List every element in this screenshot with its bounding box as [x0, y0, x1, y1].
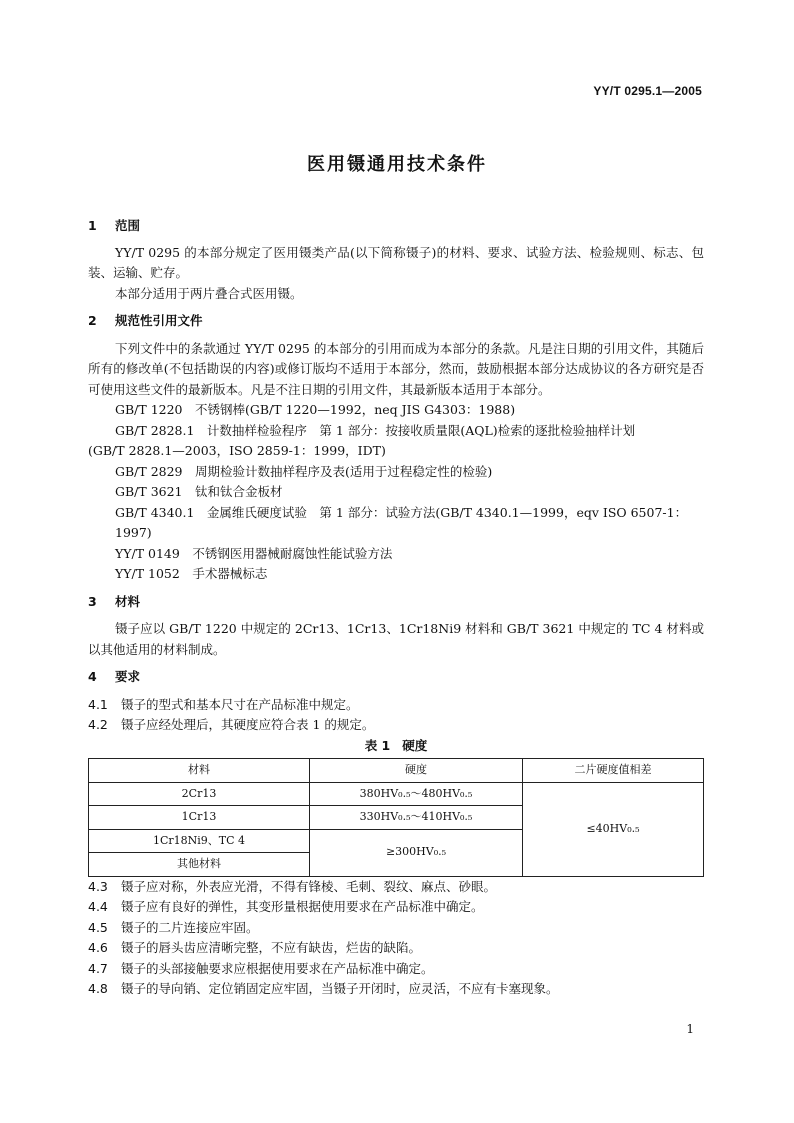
table-cell: 其他材料: [89, 853, 310, 877]
table-cell: 1Cr18Ni9、TC 4: [89, 829, 310, 853]
clause-text: 镊子应经处理后，其硬度应符合表 1 的规定。: [121, 717, 375, 732]
table-header-cell: 二片硬度值相差: [523, 759, 704, 783]
section-title: 要求: [115, 669, 141, 684]
clause-text: 镊子的唇头齿应清晰完整，不应有缺齿，烂齿的缺陷。: [121, 940, 422, 955]
table-cell: 380HV₀.₅～480HV₀.₅: [310, 782, 523, 806]
section-title: 规范性引用文件: [115, 313, 203, 328]
table-cell: 330HV₀.₅～410HV₀.₅: [310, 806, 523, 830]
requirement-item: [88, 959, 704, 980]
section-number: 2: [88, 313, 97, 328]
requirement-item: [88, 715, 704, 736]
section-number: 1: [88, 218, 97, 233]
reference-item: YY/T 0149 不锈钢医用器械耐腐蚀性能试验方法: [115, 545, 393, 561]
document-body: [88, 216, 704, 1000]
section-title: 材料: [115, 593, 141, 609]
table-header-cell: 硬度: [310, 759, 523, 783]
table-header-row: [89, 759, 704, 783]
reference-item: GB/T 2828.1 计数抽样检验程序 第 1 部分：按接收质量限(AQL)检索的逐批检验抽样计划: [115, 422, 636, 438]
clause-text: 镊子的二片连接应牢固。: [121, 919, 259, 935]
clause-number: 4.1: [88, 696, 108, 712]
clause-number: 4.2: [88, 717, 108, 732]
document-title: 医用镊通用技术条件: [307, 154, 487, 175]
table-caption: [88, 736, 704, 757]
reference-item: GB/T 1220 不锈钢棒(GB/T 1220—1992，neq JIS G4303：1988): [115, 402, 516, 417]
clause-text: 镊子应有良好的弹性，其变形量根据使用要求在产品标准中确定。: [121, 899, 484, 914]
section-3-heading: [88, 592, 704, 613]
table-number: 表 1: [364, 737, 391, 753]
clause-number: 4.7: [88, 960, 108, 976]
clause-number: 4.3: [88, 878, 108, 894]
requirement-item: [88, 897, 704, 918]
requirement-item: [88, 979, 704, 1000]
section-3-para: 镊子应以 GB/T 1220 中规定的 2Cr13、1Cr13、1Cr18Ni9 材料和 GB/T 3621 中规定的 TC 4 材料或以其他适用的材料制成。: [88, 621, 704, 657]
reference-item: GB/T 2829 周期检验计数抽样程序及表(适用于过程稳定性的检验): [115, 463, 493, 479]
reference-item: GB/T 4340.1 金属维氏硬度试验 第 1 部分：试验方法(GB/T 4340.1—1999，eqv ISO 6507-1：1997): [115, 504, 688, 540]
clause-number: 4.4: [88, 899, 108, 914]
table-row: [89, 782, 704, 806]
section-2-heading: [88, 311, 704, 332]
clause-number: 4.8: [88, 981, 108, 996]
section-1-heading: [88, 216, 704, 237]
requirement-item: [88, 938, 704, 959]
clause-number: 4.6: [88, 940, 108, 955]
section-number: 3: [88, 593, 97, 609]
clause-text: 镊子应对称，外表应光滑，不得有锋棱、毛刺、裂纹、麻点、砂眼。: [121, 878, 497, 894]
reference-item-continuation: (GB/T 2828.1—2003，ISO 2859-1：1999，IDT): [88, 443, 386, 458]
page-number: 1: [686, 1022, 694, 1036]
section-1-para-1: YY/T 0295 的本部分规定了医用镊类产品(以下简称镊子)的材料、要求、试验方法、检验规则、标志、包装、运输、贮存。: [88, 244, 704, 280]
table-cell: 2Cr13: [89, 782, 310, 806]
reference-item: GB/T 3621 钛和钛合金板材: [115, 484, 283, 499]
requirement-item: [88, 918, 704, 939]
section-4-heading: [88, 667, 704, 688]
table-cell-merged: ≥300HV₀.₅: [310, 829, 523, 876]
clause-text: 镊子的导向销、定位销固定应牢固，当镊子开闭时，应灵活，不应有卡塞现象。: [121, 981, 559, 996]
standard-number: YY/T 0295.1—2005: [593, 84, 702, 98]
table-cell-merged: ≤40HV₀.₅: [523, 782, 704, 876]
table-title: 硬度: [402, 737, 428, 753]
section-2-intro: 下列文件中的条款通过 YY/T 0295 的本部分的引用而成为本部分的条款。凡是注日期的引用文件，其随后所有的修改单(不包括勘误的内容)或修订版均不适用于本部分，然而，鼓励根据本部分达成协议的各方研究是否可使用这些文件的最新版本。凡是不注日期的引用文件，其最新版本适用于本部分。: [88, 340, 704, 397]
clause-number: 4.5: [88, 919, 108, 935]
requirement-item: [88, 695, 704, 716]
section-title: 范围: [115, 218, 141, 233]
clause-text: 镊子的头部接触要求应根据使用要求在产品标准中确定。: [121, 960, 434, 976]
section-number: 4: [88, 669, 97, 684]
requirement-item: [88, 877, 704, 898]
hardness-table: [88, 758, 704, 877]
clause-text: 镊子的型式和基本尺寸在产品标准中规定。: [121, 696, 359, 712]
reference-item: YY/T 1052 手术器械标志: [115, 566, 268, 581]
section-1-para-2: 本部分适用于两片叠合式医用镊。: [115, 285, 303, 301]
table-header-cell: 材料: [89, 759, 310, 783]
table-cell: 1Cr13: [89, 806, 310, 830]
